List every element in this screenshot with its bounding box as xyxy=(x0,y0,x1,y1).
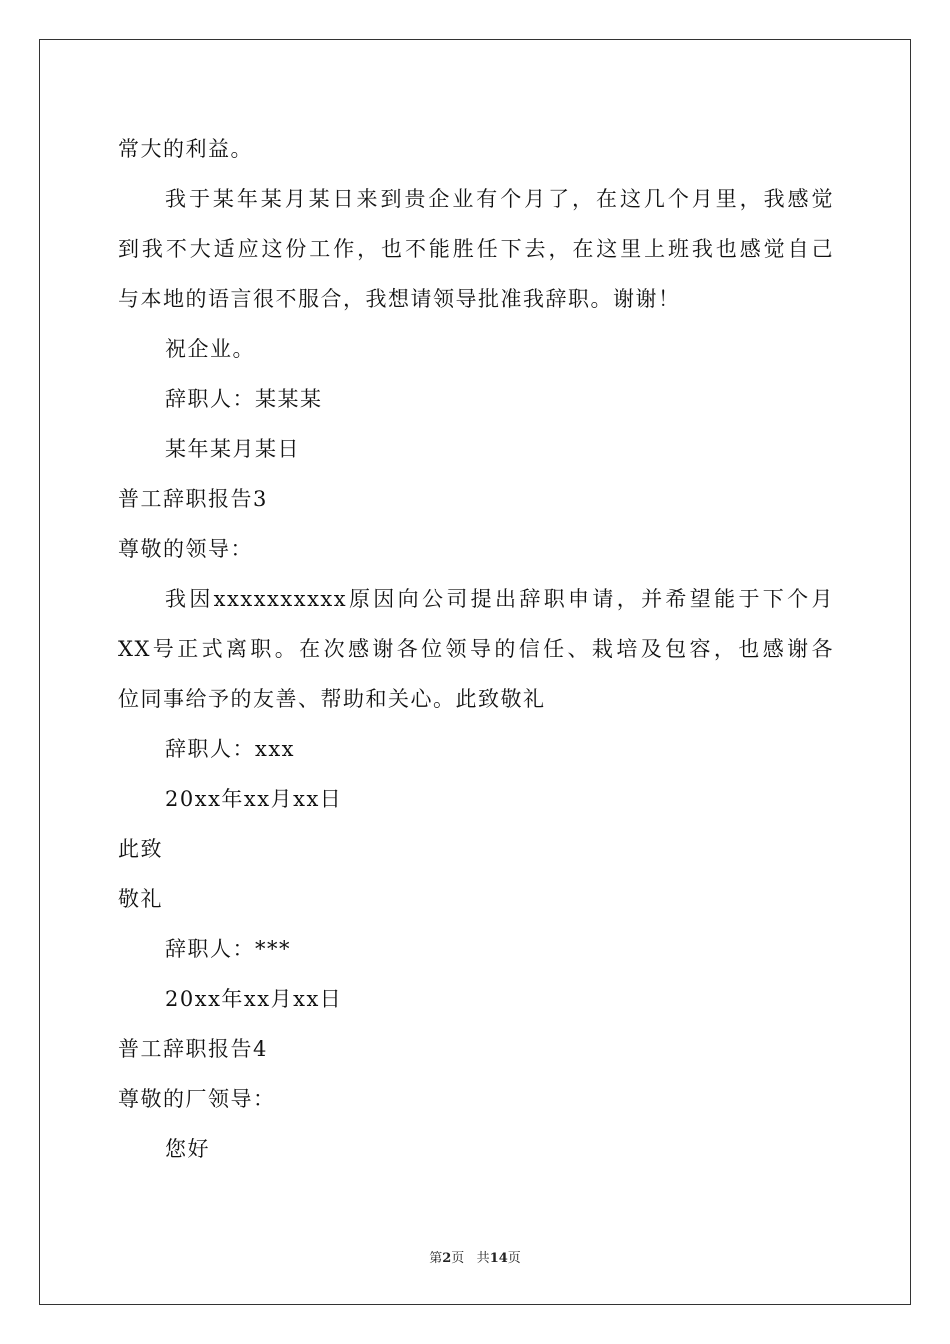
section-heading: 普工辞职报告3 xyxy=(118,487,268,511)
total-pages: 14 xyxy=(489,1251,508,1266)
greeting-line: 您好 xyxy=(165,1137,210,1161)
paragraph-line: 我因xxxxxxxxxx原因向公司提出辞职申请，并希望能于下个月 xyxy=(165,587,834,611)
document-body xyxy=(118,124,834,1174)
date-line: 20xx年xx月xx日 xyxy=(165,787,343,811)
salutation: 尊敬的领导： xyxy=(118,537,253,561)
paragraph-line: 到我不大适应这份工作，也不能胜任下去，在这里上班我也感觉自己 xyxy=(118,237,834,261)
closing-line: 此致 xyxy=(118,837,163,861)
date-line: 20xx年xx月xx日 xyxy=(165,987,343,1011)
paragraph-line: 我于某年某月某日来到贵企业有个月了，在这几个月里，我感觉 xyxy=(165,187,834,211)
page-number: 2 xyxy=(442,1251,452,1266)
signature-line: 辞职人：某某某 xyxy=(165,387,323,411)
section-heading: 普工辞职报告4 xyxy=(118,1037,268,1061)
page-prefix: 第 xyxy=(429,1251,443,1266)
closing-line: 祝企业。 xyxy=(165,337,255,361)
paragraph-line: 常大的利益。 xyxy=(118,137,253,161)
paragraph-line: 位同事给予的友善、帮助和关心。此致敬礼 xyxy=(118,687,546,711)
page-footer xyxy=(0,1247,950,1266)
paragraph-line: XX号正式离职。在次感谢各位领导的信任、栽培及包容，也感谢各 xyxy=(118,637,834,661)
paragraph-line: 与本地的语言很不服合，我想请领导批准我辞职。谢谢！ xyxy=(118,287,681,311)
total-prefix: 共 xyxy=(476,1251,490,1266)
page-unit: 页 xyxy=(451,1251,465,1266)
total-unit: 页 xyxy=(507,1251,521,1266)
closing-line: 敬礼 xyxy=(118,887,163,911)
signature-line: 辞职人：*** xyxy=(165,937,291,961)
date-line: 某年某月某日 xyxy=(165,437,300,461)
salutation: 尊敬的厂领导： xyxy=(118,1087,276,1111)
signature-line: 辞职人：xxx xyxy=(165,737,296,761)
